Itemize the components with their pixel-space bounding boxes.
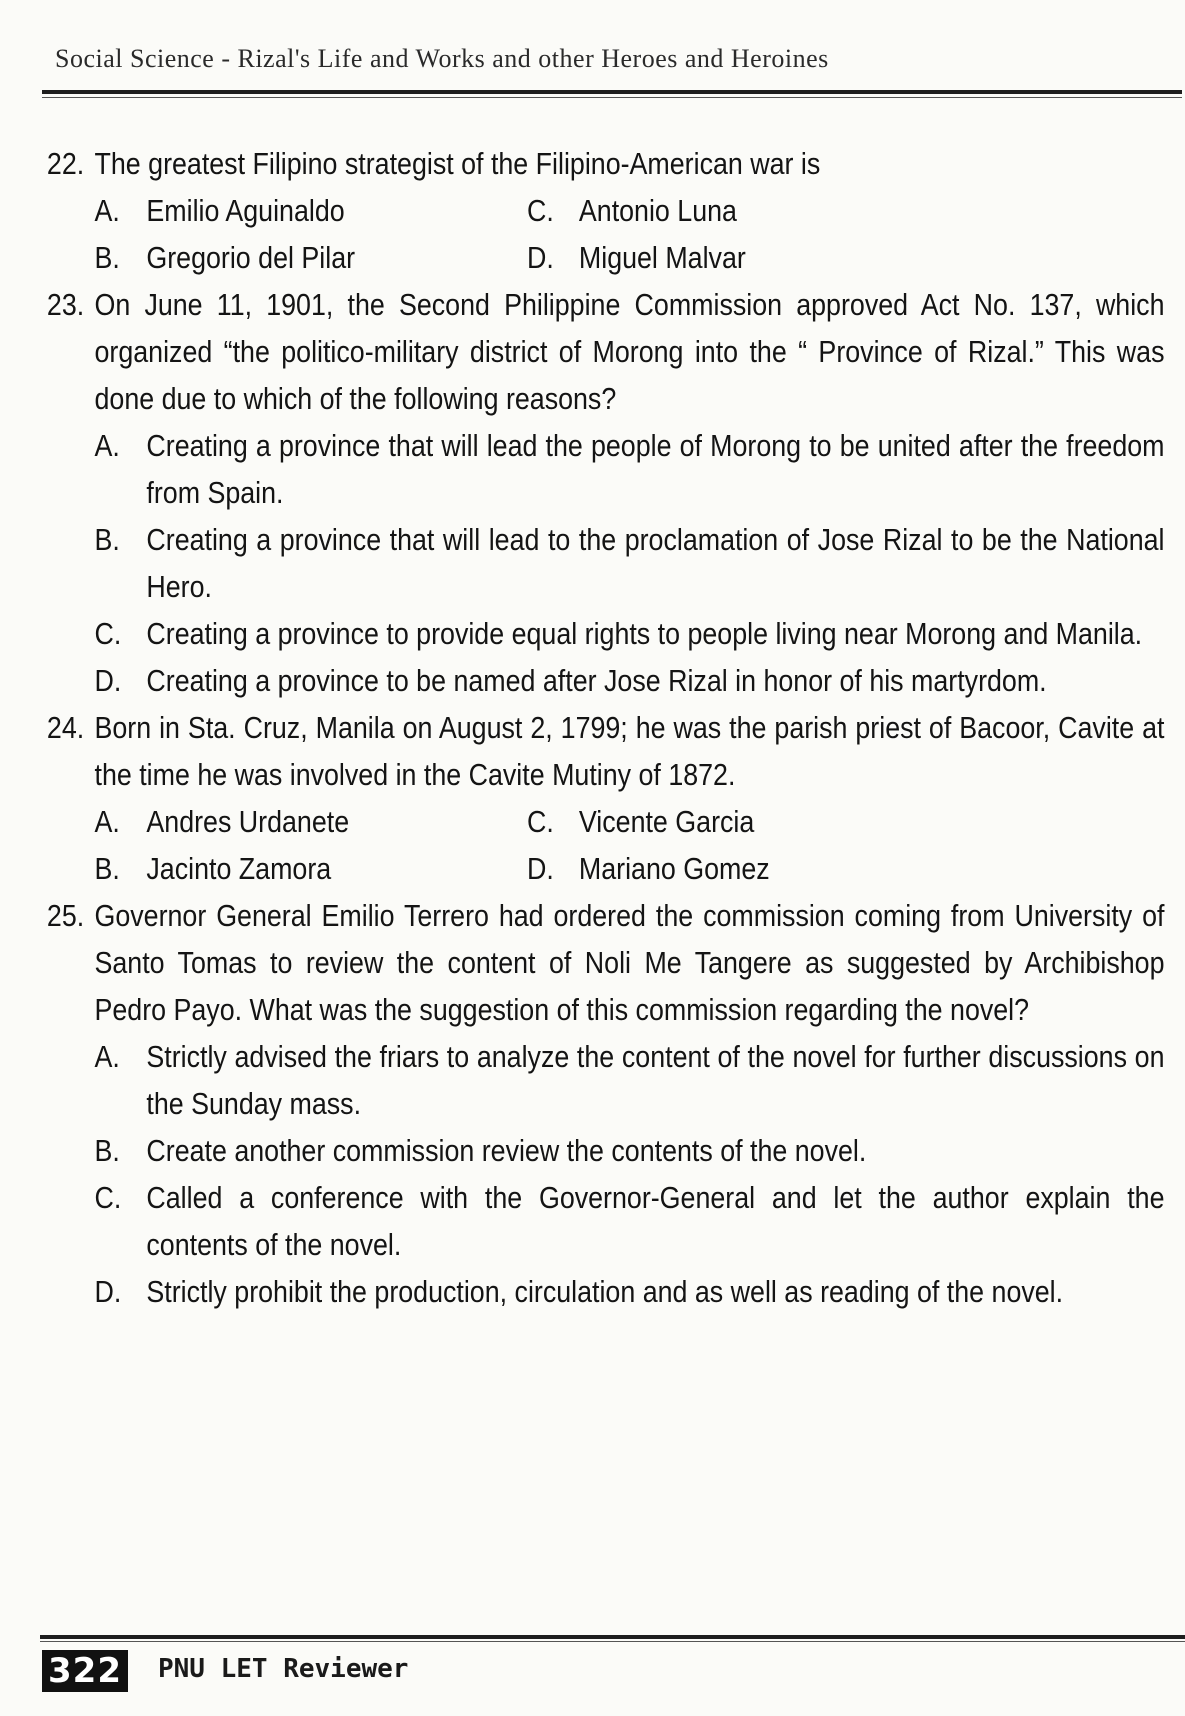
question-22 (40, 140, 1165, 281)
option-letter: C. (94, 1180, 122, 1215)
option-text: Gregorio del Pilar (146, 240, 356, 275)
option-letter: D. (94, 1274, 122, 1309)
question-number: 23. (46, 287, 85, 322)
option-letter: B. (94, 851, 120, 886)
option-letter: C. (526, 804, 554, 839)
option-c (94, 610, 1164, 657)
question-list (40, 140, 1165, 1315)
option-letter: D. (94, 663, 122, 698)
option-text: Creating a province to provide equal rights to people living near Morong and Manila. (146, 616, 1143, 651)
option-letter: D. (526, 240, 554, 275)
option-text: Create another commission review the contents of the novel. (146, 1133, 867, 1168)
option-letter: A. (94, 804, 120, 839)
option-d (94, 1268, 1164, 1315)
book-title: PNU LET Reviewer (158, 1654, 409, 1684)
options-grid (94, 798, 1164, 892)
option-letter: D. (526, 851, 554, 886)
option-text: Jacinto Zamora (146, 851, 332, 886)
question-number: 22. (46, 146, 85, 181)
option-text: Miguel Malvar (578, 240, 746, 275)
header-rule (42, 90, 1182, 94)
question-stem: On June 11, 1901, the Second Philippine Commission approved Act No. 137, which organized “the politico-military district of Morong into the “ Province of Rizal.” This was done due to which of the following reasons? (94, 287, 1165, 416)
question-23 (40, 281, 1165, 704)
option-text: Called a conference with the Governor-General and let the author explain the contents of the novel. (146, 1180, 1165, 1262)
page-number: 322 (42, 1650, 128, 1692)
option-text: Emilio Aguinaldo (146, 193, 345, 228)
option-letter: C. (94, 616, 122, 651)
option-d (527, 845, 1046, 892)
running-header: Social Science - Rizal's Life and Works and other Heroes and Heroines (55, 44, 829, 73)
option-text: Mariano Gomez (578, 851, 770, 886)
option-text: Creating a province that will lead to the proclamation of Jose Rizal to be the National Hero. (146, 522, 1165, 604)
option-letter: B. (94, 240, 120, 275)
option-letter: B. (94, 1133, 120, 1168)
option-letter: C. (526, 193, 554, 228)
option-d (527, 234, 1046, 281)
option-c (527, 798, 1046, 845)
option-text: Strictly prohibit the production, circulation and as well as reading of the novel. (146, 1274, 1064, 1309)
question-stem: The greatest Filipino strategist of the Filipino-American war is (94, 146, 821, 181)
option-text: Strictly advised the friars to analyze the content of the novel for further discussions on the Sunday mass. (146, 1039, 1165, 1121)
option-a (94, 422, 1164, 516)
options-grid (94, 187, 1164, 281)
option-b (94, 1127, 1164, 1174)
question-number: 25. (46, 898, 85, 933)
option-text: Creating a province that will lead the people of Morong to be united after the freedom from Spain. (146, 428, 1165, 510)
option-text: Vicente Garcia (578, 804, 755, 839)
option-a (94, 798, 527, 845)
footer-rule-thin (40, 1641, 1185, 1642)
option-b (94, 516, 1164, 610)
question-number: 24. (46, 710, 85, 745)
option-b (94, 234, 527, 281)
option-a (94, 1033, 1164, 1127)
header-rule-thin (42, 97, 1182, 98)
question-stem: Governor General Emilio Terrero had ordered the commission coming from University of Santo Tomas to review the content of Noli Me Tangere as suggested by Archibishop Pedro Payo. What was the suggestion of this commission regarding the novel? (94, 898, 1165, 1027)
option-d (94, 657, 1164, 704)
option-c (94, 1174, 1164, 1268)
option-c (527, 187, 1046, 234)
question-24 (40, 704, 1165, 892)
option-letter: A. (94, 193, 120, 228)
question-stem: Born in Sta. Cruz, Manila on August 2, 1799; he was the parish priest of Bacoor, Cavite at the time he was involved in the Cavite Mutiny of 1872. (94, 710, 1165, 792)
option-text: Antonio Luna (578, 193, 737, 228)
option-letter: A. (94, 1039, 120, 1074)
option-text: Creating a province to be named after Jose Rizal in honor of his martyrdom. (146, 663, 1047, 698)
option-a (94, 187, 527, 234)
option-letter: B. (94, 522, 120, 557)
option-letter: A. (94, 428, 120, 463)
question-25 (40, 892, 1165, 1315)
option-b (94, 845, 527, 892)
footer-rule (40, 1635, 1185, 1639)
option-text: Andres Urdanete (146, 804, 350, 839)
